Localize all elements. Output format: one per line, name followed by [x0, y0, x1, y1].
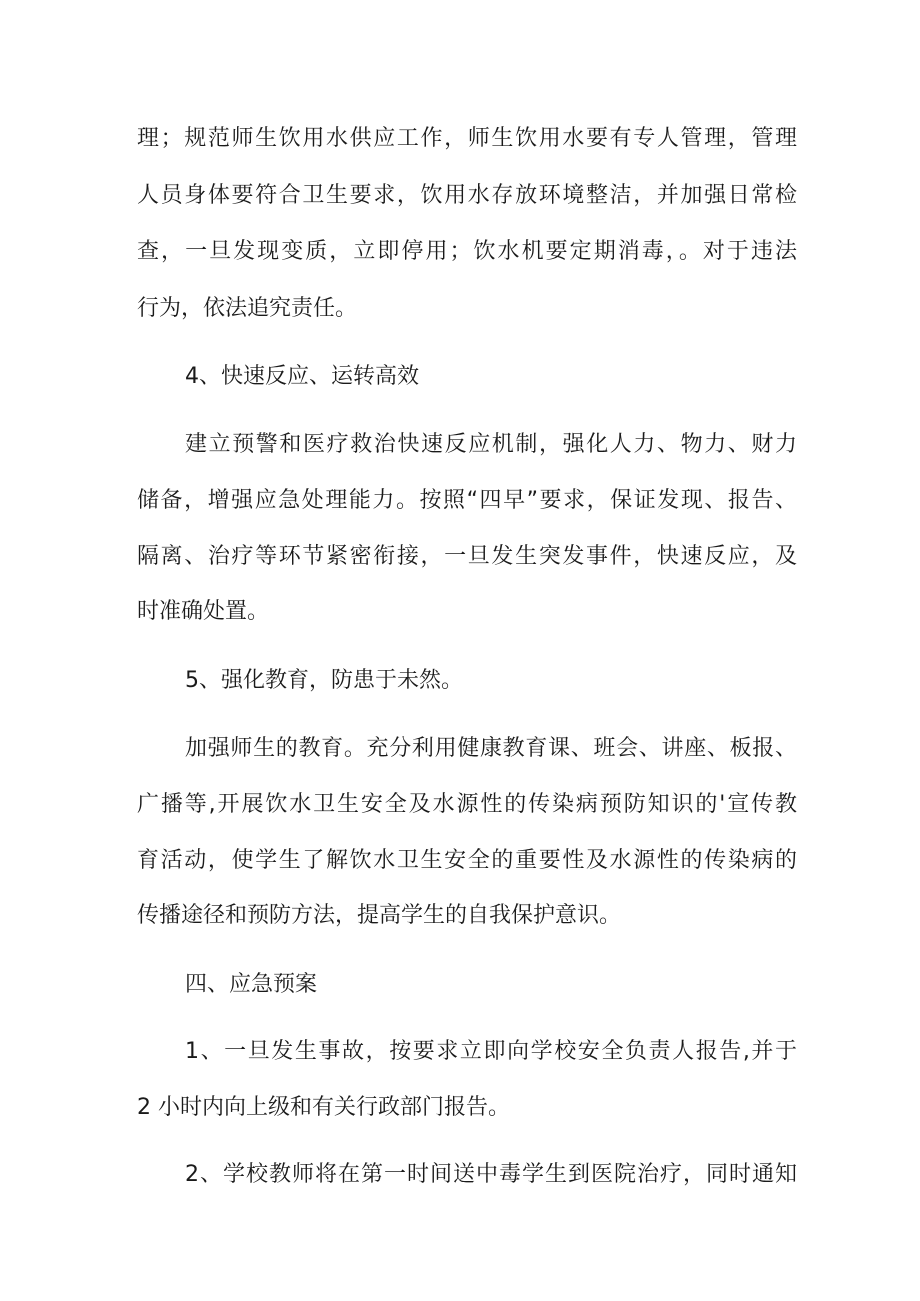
paragraph-line: 隔离、治疗等环节紧密衔接，一旦发生突发事件，快速反应，及 — [137, 544, 797, 569]
paragraph-line: 2 小时内向上级和有关行政部门报告。 — [137, 1095, 510, 1120]
paragraph-line: 行为，依法追究责任。 — [137, 296, 358, 321]
paragraph-line: 查，一旦发现变质，立即停用；饮水机要定期消毒，。对于违法 — [137, 239, 797, 264]
paragraph-line: 人员身体要符合卫生要求，饮用水存放环境整洁，并加强日常检 — [137, 183, 797, 208]
paragraph-line: 时准确处置。 — [137, 599, 270, 624]
paragraph-line: 加强师生的教育。充分利用健康教育课、班会、讲座、板报、 — [185, 736, 797, 761]
section-heading: 5、强化教育，防患于未然。 — [185, 668, 463, 693]
paragraph-line: 2、学校教师将在第一时间送中毒学生到医院治疗，同时通知 — [185, 1162, 797, 1187]
section-heading: 四、应急预案 — [185, 972, 318, 997]
paragraph-line: 理；规范师生饮用水供应工作，师生饮用水要有专人管理，管理 — [137, 126, 797, 151]
paragraph-line: 储备，增强应急处理能力。按照“四早”要求，保证发现、报告、 — [137, 488, 797, 513]
paragraph-line: 传播途径和预防方法，提高学生的自我保护意识。 — [137, 903, 622, 928]
paragraph-line: 广播等,开展饮水卫生安全及水源性的传染病预防知识的'宣传教 — [137, 792, 797, 817]
paragraph-line: 建立预警和医疗救治快速反应机制，强化人力、物力、财力 — [185, 432, 797, 457]
paragraph-line: 1、一旦发生事故，按要求立即向学校安全负责人报告,并于 — [185, 1039, 797, 1064]
paragraph-line: 育活动，使学生了解饮水卫生安全的重要性及水源性的传染病的 — [137, 848, 797, 873]
section-heading: 4、快速反应、运转高效 — [185, 364, 419, 389]
